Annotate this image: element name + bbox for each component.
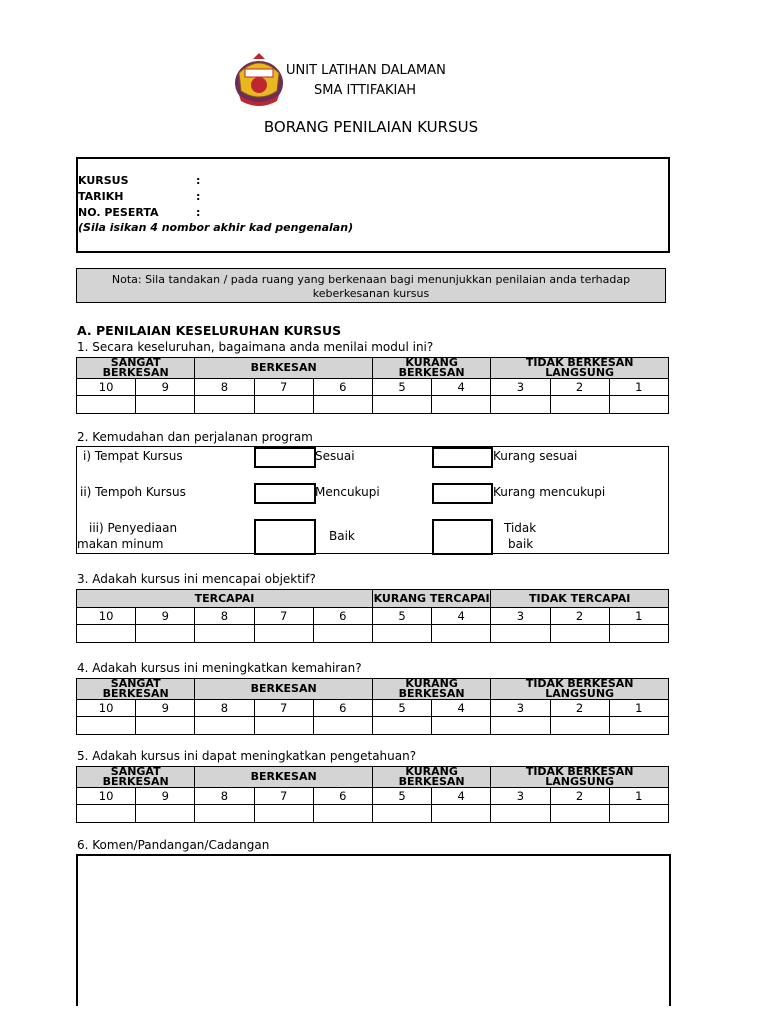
tempat-kursus-label: i) Tempat Kursus [83, 449, 183, 463]
answer-cell[interactable] [491, 396, 550, 414]
answer-cell[interactable] [313, 625, 372, 643]
ic-note: (Sila isikan 4 nombor akhir kad pengenalan) [78, 221, 354, 234]
answer-cell[interactable] [195, 805, 254, 823]
org-name-line1: UNIT LATIHAN DALAMAN [286, 63, 446, 78]
scale-cell: 1 [609, 379, 668, 396]
scale-cell: 2 [550, 379, 609, 396]
answer-cell[interactable] [550, 717, 609, 735]
sesuai-checkbox[interactable] [254, 447, 316, 468]
q5-header-sangat-berkesan: SANGAT BERKESAN [77, 767, 195, 788]
scale-cell: 5 [372, 788, 431, 805]
kurang-sesuai-checkbox[interactable] [432, 447, 493, 468]
scale-cell: 1 [609, 788, 668, 805]
q5-question: 5. Adakah kursus ini dapat meningkatkan pengetahuan? [77, 749, 417, 763]
peserta-colon: : [196, 206, 201, 219]
answer-cell[interactable] [195, 717, 254, 735]
makan-minum-label: makan minum [77, 537, 164, 551]
tidak-baik-checkbox[interactable] [432, 519, 493, 555]
answer-cell[interactable] [432, 396, 491, 414]
baik-checkbox[interactable] [254, 519, 316, 555]
scale-cell: 1 [609, 608, 668, 625]
penyediaan-label: iii) Penyediaan [89, 521, 178, 535]
answer-cell[interactable] [195, 396, 254, 414]
q2-facilities-box [76, 446, 669, 554]
comment-textarea[interactable] [76, 854, 671, 1006]
scale-cell: 6 [313, 608, 372, 625]
q1-rating-table [76, 357, 669, 414]
answer-cell[interactable] [550, 396, 609, 414]
scale-cell: 3 [491, 700, 550, 717]
tidak-baik-label: baik [508, 537, 534, 551]
scale-cell: 4 [432, 379, 491, 396]
answer-cell[interactable] [372, 717, 431, 735]
instruction-note: Nota: Sila tandakan / pada ruang yang berkenaan bagi menunjukkan penilaian anda terhadap keberkesanan kursus [76, 268, 666, 303]
answer-cell[interactable] [491, 625, 550, 643]
answer-cell[interactable] [254, 717, 313, 735]
mencukupi-checkbox[interactable] [254, 483, 316, 504]
q1-header-kurang-berkesan: KURANG BERKESAN [372, 358, 490, 379]
q4-header-berkesan: BERKESAN [195, 679, 373, 700]
scale-cell: 8 [195, 788, 254, 805]
q5-header-kurang-berkesan: KURANG BERKESAN [372, 767, 490, 788]
scale-cell: 7 [254, 700, 313, 717]
q4-header-tidak-berkesan: TIDAK BERKESAN LANGSUNG [491, 679, 669, 700]
scale-cell: 4 [432, 700, 491, 717]
scale-cell: 9 [136, 700, 195, 717]
kurang-mencukupi-checkbox[interactable] [432, 483, 493, 504]
q1-header-berkesan: BERKESAN [195, 358, 373, 379]
org-name-line2: SMA ITTIFAKIAH [314, 83, 417, 98]
answer-cell[interactable] [491, 805, 550, 823]
scale-cell: 3 [491, 379, 550, 396]
peserta-label: NO. PESERTA [78, 206, 159, 219]
answer-cell[interactable] [313, 805, 372, 823]
scale-cell: 10 [77, 700, 136, 717]
answer-cell[interactable] [254, 805, 313, 823]
kurang-sesuai-label: Kurang sesuai [493, 449, 578, 463]
q6-question: 6. Komen/Pandangan/Cadangan [77, 838, 270, 852]
q4-question: 4. Adakah kursus ini meningkatkan kemahiran? [77, 661, 362, 675]
participant-info-box [76, 157, 670, 253]
scale-cell: 8 [195, 700, 254, 717]
scale-cell: 8 [195, 379, 254, 396]
q4-header-sangat-berkesan: SANGAT BERKESAN [77, 679, 195, 700]
scale-cell: 7 [254, 788, 313, 805]
tempoh-kursus-label: ii) Tempoh Kursus [80, 485, 186, 499]
scale-cell: 3 [491, 608, 550, 625]
scale-cell: 1 [609, 700, 668, 717]
scale-cell: 7 [254, 379, 313, 396]
answer-cell[interactable] [195, 625, 254, 643]
answer-cell[interactable] [136, 717, 195, 735]
scale-cell: 5 [372, 379, 431, 396]
scale-cell: 3 [491, 788, 550, 805]
q1-question: 1. Secara keseluruhan, bagaimana anda menilai modul ini? [77, 340, 434, 354]
scale-cell: 5 [372, 608, 431, 625]
scale-cell: 4 [432, 608, 491, 625]
scale-cell: 6 [313, 788, 372, 805]
answer-cell[interactable] [372, 625, 431, 643]
answer-cell[interactable] [77, 396, 136, 414]
answer-cell[interactable] [77, 805, 136, 823]
q4-rating-table [76, 678, 669, 735]
scale-cell: 9 [136, 379, 195, 396]
q2-question: 2. Kemudahan dan perjalanan program [77, 430, 313, 444]
answer-cell[interactable] [432, 625, 491, 643]
scale-cell: 6 [313, 379, 372, 396]
answer-cell[interactable] [432, 805, 491, 823]
q5-header-tidak-berkesan: TIDAK BERKESAN LANGSUNG [491, 767, 669, 788]
q4-header-kurang-berkesan: KURANG BERKESAN [372, 679, 490, 700]
tidak-label: Tidak [504, 521, 537, 535]
scale-cell: 9 [136, 608, 195, 625]
answer-cell[interactable] [372, 805, 431, 823]
answer-cell[interactable] [372, 396, 431, 414]
q3-header-kurang-tercapai: KURANG TERCAPAI [372, 590, 490, 608]
tarikh-label: TARIKH [78, 190, 124, 203]
q3-rating-table [76, 589, 669, 643]
answer-cell[interactable] [609, 625, 668, 643]
q1-header-tidak-berkesan: TIDAK BERKESAN LANGSUNG [491, 358, 669, 379]
scale-cell: 9 [136, 788, 195, 805]
kursus-label: KURSUS [78, 174, 129, 187]
scale-cell: 5 [372, 700, 431, 717]
q3-header-tidak-tercapai: TIDAK TERCAPAI [491, 590, 669, 608]
q3-header-tercapai: TERCAPAI [77, 590, 373, 608]
answer-cell[interactable] [136, 396, 195, 414]
school-crest-icon [231, 51, 287, 107]
answer-cell[interactable] [491, 717, 550, 735]
scale-cell: 2 [550, 788, 609, 805]
scale-cell: 10 [77, 788, 136, 805]
answer-cell[interactable] [313, 396, 372, 414]
answer-cell[interactable] [254, 396, 313, 414]
scale-cell: 7 [254, 608, 313, 625]
scale-cell: 10 [77, 608, 136, 625]
scale-cell: 2 [550, 608, 609, 625]
sesuai-label: Sesuai [315, 449, 355, 463]
answer-cell[interactable] [136, 625, 195, 643]
tarikh-colon: : [196, 190, 201, 203]
q1-header-sangat-berkesan: SANGAT BERKESAN [77, 358, 195, 379]
answer-cell[interactable] [254, 625, 313, 643]
q5-rating-table [76, 766, 669, 823]
scale-cell: 10 [77, 379, 136, 396]
answer-cell[interactable] [77, 625, 136, 643]
scale-cell: 4 [432, 788, 491, 805]
section-a-heading: A. PENILAIAN KESELURUHAN KURSUS [77, 323, 342, 338]
answer-cell[interactable] [432, 717, 491, 735]
answer-cell[interactable] [77, 717, 136, 735]
answer-cell[interactable] [550, 805, 609, 823]
q3-question: 3. Adakah kursus ini mencapai objektif? [77, 572, 316, 586]
answer-cell[interactable] [136, 805, 195, 823]
kurang-mencukupi-label: Kurang mencukupi [493, 485, 606, 499]
answer-cell[interactable] [313, 717, 372, 735]
answer-cell[interactable] [609, 396, 668, 414]
scale-cell: 8 [195, 608, 254, 625]
answer-cell[interactable] [550, 625, 609, 643]
scale-cell: 2 [550, 700, 609, 717]
kursus-colon: : [196, 174, 201, 187]
baik-label: Baik [329, 529, 355, 543]
answer-cell[interactable] [609, 805, 668, 823]
answer-cell[interactable] [609, 717, 668, 735]
q5-header-berkesan: BERKESAN [195, 767, 373, 788]
scale-cell: 6 [313, 700, 372, 717]
form-title: BORANG PENILAIAN KURSUS [263, 118, 479, 136]
mencukupi-label: Mencukupi [315, 485, 380, 499]
